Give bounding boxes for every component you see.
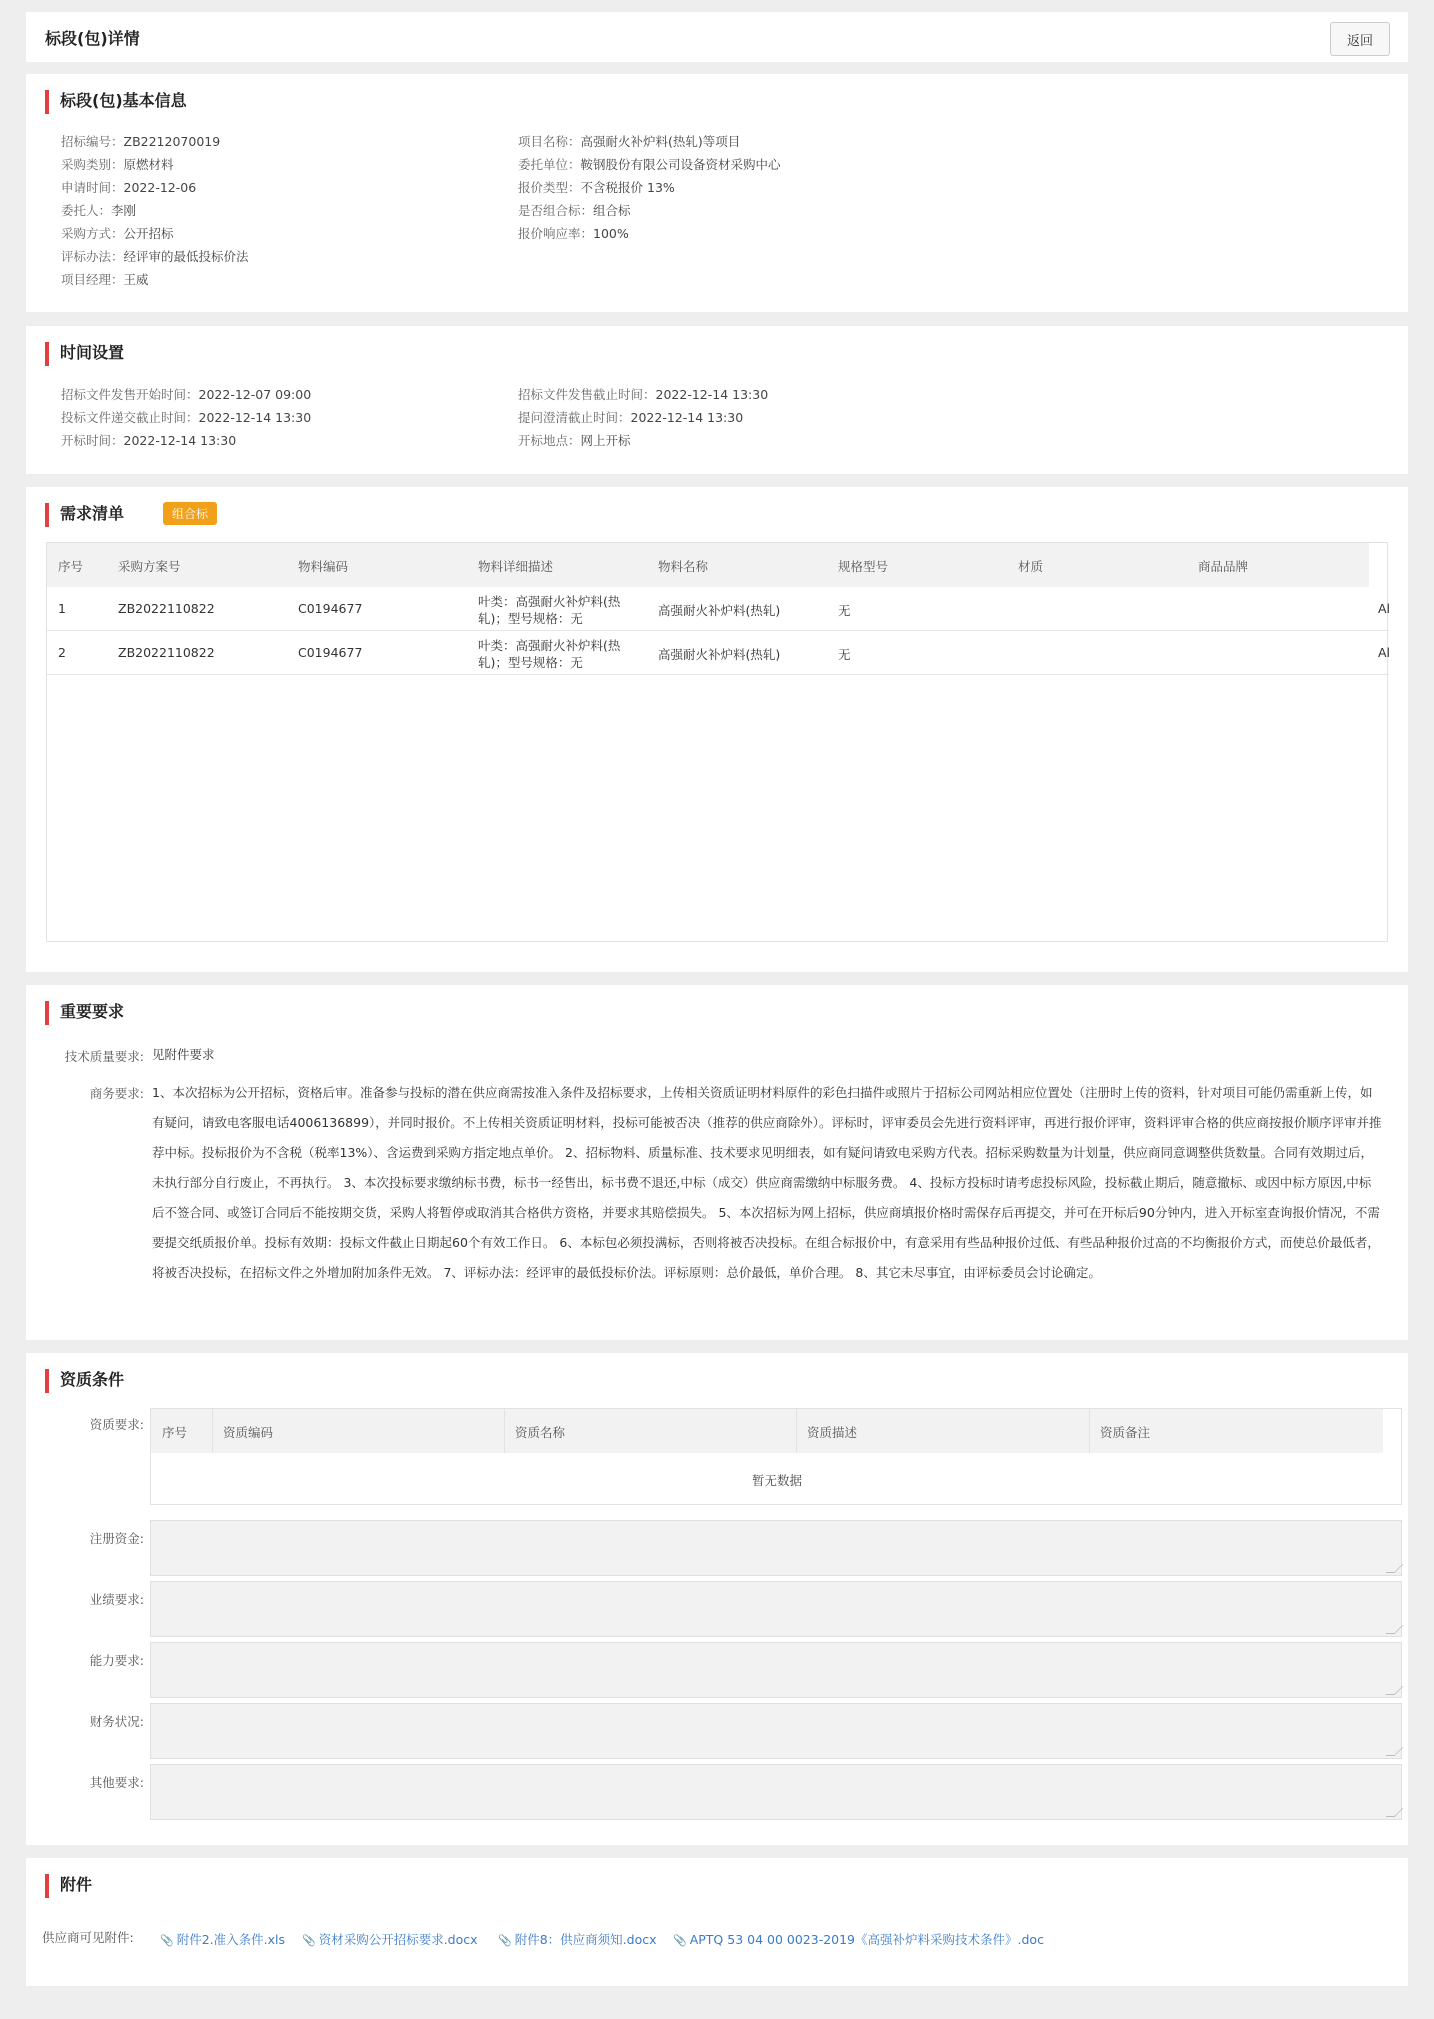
cell-spec: 无 [838, 603, 851, 618]
field-combined-bid: 是否组合标：组合标 [518, 203, 631, 218]
paperclip-icon: 📎 [673, 1934, 687, 1947]
table-header [151, 1409, 1383, 1453]
field-label-other: 其他要求: [89, 1775, 144, 1790]
qualification-section [26, 1353, 1408, 1845]
demand-table [46, 542, 1391, 942]
col-qual-desc: 资质描述 [807, 1425, 858, 1440]
field-quote-type: 报价类型：不含税报价 13% [518, 180, 675, 195]
attachment-link[interactable]: 📎 附件2.准入条件.xls [160, 1932, 285, 1947]
qual-req-label: 资质要求: [89, 1417, 144, 1432]
col-material-name: 物料名称 [658, 559, 709, 574]
cell-material-name: 高强耐火补炉料(热轧) [658, 647, 781, 662]
time-settings-section [26, 326, 1408, 474]
col-plan-no: 采购方案号 [118, 559, 181, 574]
combined-bid-badge: 组合标 [163, 502, 217, 525]
page-title: 标段(包)详情 [45, 29, 140, 48]
attachments-section [26, 1858, 1408, 1986]
page-header [26, 12, 1408, 62]
cell-plan-no: ZB2022110822 [118, 601, 215, 616]
field-question-deadline: 提问澄清截止时间：2022-12-14 13:30 [518, 410, 744, 425]
field-client-unit: 委托单位：鞍钢股份有限公司设备资材采购中心 [518, 157, 781, 172]
field-open-location: 开标地点：网上开标 [518, 433, 631, 448]
col-texture: 材质 [1018, 559, 1044, 574]
cell-material-code: C0194677 [298, 645, 363, 660]
field-project-manager: 项目经理：王威 [61, 272, 149, 287]
field-submit-deadline: 投标文件递交截止时间：2022-12-14 13:30 [61, 410, 312, 425]
cell-overflow: Al [1378, 645, 1391, 660]
col-material-desc: 物料详细描述 [478, 559, 554, 574]
section-title-attachments: 附件 [45, 1874, 92, 1898]
back-button[interactable]: 返回 [1330, 22, 1390, 56]
field-bid-no: 招标编号：ZB2212070019 [61, 134, 221, 149]
field-label-capital: 注册资金: [89, 1531, 144, 1546]
field-label-finance: 财务状况: [89, 1714, 144, 1729]
cell-spec: 无 [838, 647, 851, 662]
section-title-demand: 需求清单 [45, 503, 124, 527]
section-title-important: 重要要求 [45, 1001, 124, 1025]
cell-no: 1 [58, 601, 66, 616]
cell-desc-line2: 轧)；型号规格：无 [478, 655, 583, 670]
section-title-time: 时间设置 [45, 342, 124, 366]
important-req-section [26, 985, 1408, 1340]
field-sale-start: 招标文件发售开始时间：2022-12-07 09:00 [61, 387, 312, 402]
field-eval-method: 评标办法：经评审的最低投标价法 [61, 249, 249, 264]
col-no: 序号 [162, 1425, 188, 1440]
table-row[interactable] [47, 587, 1389, 631]
table-row[interactable] [47, 631, 1389, 675]
cell-material-code: C0194677 [298, 601, 363, 616]
section-title-qualification: 资质条件 [45, 1369, 124, 1393]
field-sale-end: 招标文件发售截止时间：2022-12-14 13:30 [518, 387, 769, 402]
cell-desc-line1: 叶类：高强耐火补炉料(热 [478, 594, 621, 609]
cell-desc-line2: 轧)；型号规格：无 [478, 611, 583, 626]
qualification-table [150, 1408, 1402, 1505]
paperclip-icon: 📎 [302, 1934, 316, 1947]
biz-req-label: 商务要求: [89, 1086, 144, 1101]
basic-info-section [26, 74, 1408, 312]
col-qual-note: 资质备注 [1100, 1425, 1151, 1440]
demand-list-section [26, 487, 1408, 972]
field-response-rate: 报价响应率：100% [518, 226, 629, 241]
capital-textarea[interactable] [150, 1520, 1402, 1576]
paperclip-icon: 📎 [498, 1934, 512, 1947]
col-spec: 规格型号 [838, 559, 889, 574]
field-category: 采购类别：原燃材料 [61, 157, 174, 172]
attachment-link[interactable]: 📎 APTQ 53 04 00 0023-2019《高强补炉料采购技术条件》.doc [673, 1932, 1044, 1947]
paperclip-icon: 📎 [160, 1934, 174, 1947]
section-title-basic: 标段(包)基本信息 [45, 90, 187, 114]
cell-material-name: 高强耐火补炉料(热轧) [658, 603, 781, 618]
attachment-link[interactable]: 📎 附件8：供应商须知.docx [498, 1932, 657, 1947]
cell-plan-no: ZB2022110822 [118, 645, 215, 660]
biz-req-text: 1、本次招标为公开招标，资格后审。准备参与投标的潜在供应商需按准入条件及招标要求，上传相关资质证明材料原件的彩色扫描件或照片于招标公司网站相应位置处（注册时上传的资料，针对项目可能仍需重新上传，如有疑问，请致电客服电话4006136899），并同时报价。不上传相关资质证明材料，投标可能被否决（推荐的供应商除外）。评标时，评审委员会先进行资料评审，再进行报价评审，资料评审合格的供应商按报价顺序评审并推荐中标。投标报价为不含税（税率13%）、含运费到采购方指定地点单价。 2、招标物料、质量标准、技术要求见明细表，如有疑问请致电采购方代表。招标采购数量为计划量，供应商同意调整供货数量。合同有效期过后，未执行部分自行废止，不再执行。 3、本次投标要求缴纳标书费，标书一经售出，标书费不退还,中标（成交）供应商需缴纳中标服务费。 4、投标方投标时请考虑投标风险，投标截止期后，随意撤标、或因中标方原因,中标后不签合同、或签订合同后不能按期交货，采购人将暂停或取消其合格供方资格，并要求其赔偿损失。 5、本次招标为网上招标，供应商填报价格时需保存后再提交，并可在开标后90分钟内，进入开标室查询报价情况，不需要提交纸质报价单。投标有效期：投标文件截止日期起60个有效工作日。 6、本标包必须投满标，否则将被否决投标。在组合标报价中，有意采用有些品种报价过低、有些品种报价过高的不均衡报价方式，而使总价最低者，将被否决投标，在招标文件之外增加附加条件无效。 7、评标办法：经评审的最低投标价法。评标原则：总价最低，单价合理。 8、其它未尽事宜，由评标委员会讨论确定。 [152, 1085, 1382, 1280]
tech-req-value: 见附件要求 [152, 1047, 215, 1062]
cell-overflow: Al [1378, 601, 1391, 616]
attachments-label: 供应商可见附件: [42, 1930, 134, 1945]
other-textarea[interactable] [150, 1764, 1402, 1820]
table-header [47, 543, 1369, 587]
field-purchase-method: 采购方式：公开招标 [61, 226, 174, 241]
cell-no: 2 [58, 645, 66, 660]
field-apply-date: 申请时间：2022-12-06 [61, 180, 197, 195]
field-project-name: 项目名称：高强耐火补炉料(热轧)等项目 [518, 134, 741, 149]
col-no: 序号 [58, 559, 84, 574]
performance-textarea[interactable] [150, 1581, 1402, 1637]
field-client: 委托人：李刚 [61, 203, 137, 218]
col-material-code: 物料编码 [298, 559, 349, 574]
attachment-link[interactable]: 📎 资材采购公开招标要求.docx [302, 1932, 478, 1947]
capability-textarea[interactable] [150, 1642, 1402, 1698]
tech-req-label: 技术质量要求: [64, 1049, 144, 1064]
field-label-performance: 业绩要求: [89, 1592, 144, 1607]
cell-desc-line1: 叶类：高强耐火补炉料(热 [478, 638, 621, 653]
field-open-time: 开标时间：2022-12-14 13:30 [61, 433, 237, 448]
col-qual-name: 资质名称 [515, 1425, 566, 1440]
field-label-capability: 能力要求: [89, 1653, 144, 1668]
col-brand: 商品品牌 [1198, 559, 1249, 574]
col-qual-code: 资质编码 [223, 1425, 274, 1440]
finance-textarea[interactable] [150, 1703, 1402, 1759]
empty-data-text: 暂无数据 [751, 1473, 802, 1488]
